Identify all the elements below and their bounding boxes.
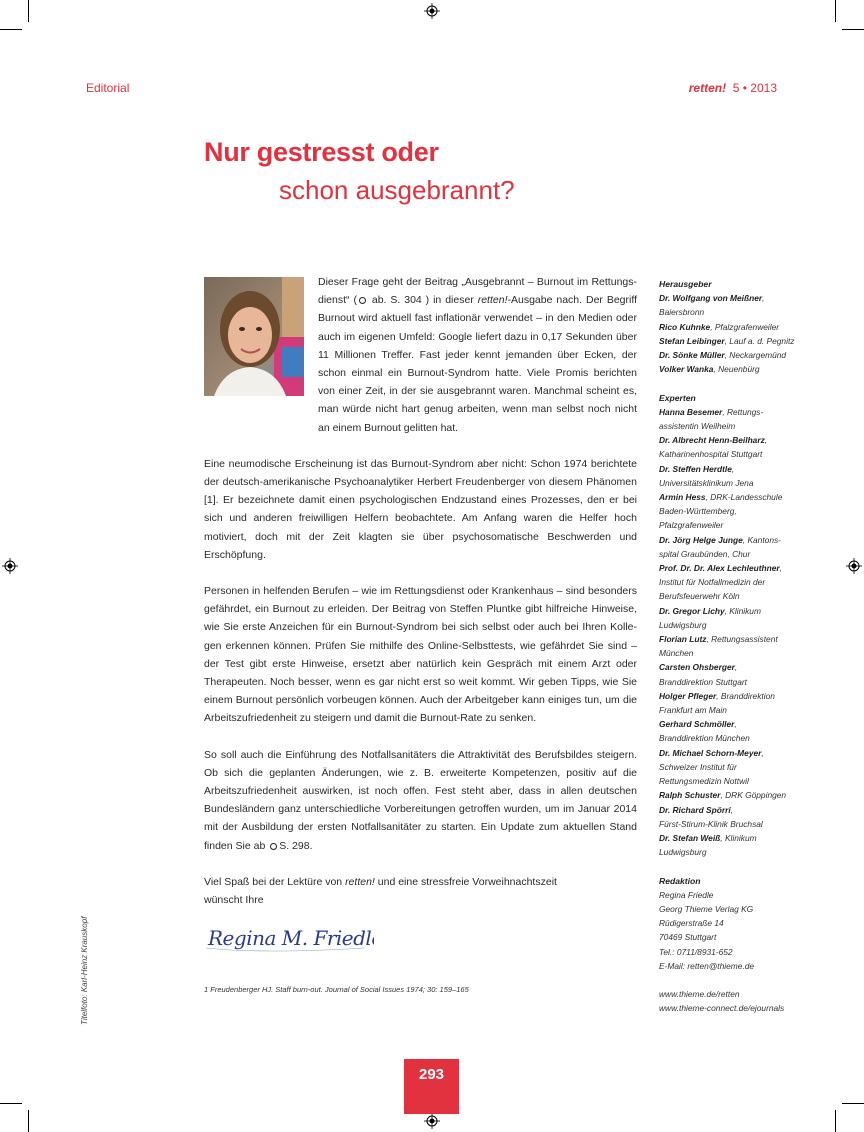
crop-mark [842,1103,864,1104]
person-name: Carsten Ohsberger [659,662,735,673]
photo-credit: Titelfoto: Karl-Heinz Krauskopf [80,916,89,1025]
person-name: Stefan Leibinger [659,335,725,346]
registration-mark-icon [2,558,18,574]
crop-mark [0,1103,22,1104]
masthead-line: Armin Hess, DRK-Landesschule [659,492,783,503]
masthead-line: Dr. Michael Schorn-Meyer, [659,747,764,758]
masthead-line: Dr. Steffen Herdtle, [659,463,735,474]
masthead-line: Gerhard Schmöller, [659,719,737,730]
closing-text: Viel Spaß bei der Lektüre von retten! und eine stressfreie Vorweihnachtszeit wünscht Ihre [204,875,557,907]
person-affiliation: Rettungs- [726,406,764,417]
person-name: Rico Kuhnke [659,321,711,332]
masthead-line [659,774,809,788]
masthead-line: Hanna Besemer, Rettungs- [659,406,764,417]
masthead-line [659,675,809,689]
crop-mark [0,29,22,30]
person-name: Dr. Steffen Herdtle [659,463,732,474]
crop-mark [28,1110,29,1132]
person-affiliation: Rettungsmedizin Nottwil [659,776,749,787]
person-name: Dr. Stefan Weiß [659,832,721,843]
redaktion-line: Rüdigerstraße 14 [659,918,724,929]
masthead-line [659,589,809,603]
masthead-line [659,504,809,518]
person-name: Holger Pfleger [659,690,717,701]
footnote: 1 Freudenberger HJ. Staff burn-out. Journal of Social Issues 1974; 30: 159–165 [204,985,469,994]
editorial-body [204,273,637,927]
person-affiliation: Ludwigsburg [659,619,707,630]
masthead-line [659,618,809,632]
masthead-line: Ralph Schuster, DRK Göppingen [659,790,787,801]
page-reference-arrow-icon [359,297,366,304]
person-affiliation: Pfalzgrafenweiler [714,321,780,332]
person-name: Dr. Wolfgang von Meißner [659,293,763,304]
person-affiliation: München [659,648,694,659]
herausgeber-list [659,291,809,376]
crop-mark [28,0,29,22]
issue-label [689,81,777,95]
masthead-line: Dr. Wolfgang von Meißner, [659,293,765,304]
masthead-line [659,305,809,319]
person-name: Dr. Richard Spörri [659,804,731,815]
crop-mark [842,29,864,30]
masthead-line: Dr. Sönke Müller, Neckargemünd [659,350,787,361]
masthead-line [659,518,809,532]
redaktion-line: Georg Thieme Verlag KG [659,903,754,914]
person-affiliation: Klinikum [724,832,757,843]
person-name: Dr. Michael Schorn-Meyer [659,747,762,758]
redaktion-heading: Redaktion [659,875,701,886]
redaktion-line: Tel.: 0711/8931-652 [659,946,733,957]
person-name: Ralph Schuster [659,790,721,801]
person-affiliation: Kantons- [747,534,781,545]
person-affiliation: Fürst-Stirum-Klinik Bruchsal [659,818,763,829]
masthead-line: Volker Wanka, Neuenbürg [659,364,760,375]
registration-mark-icon [846,558,862,574]
person-affiliation: Baiersbronn [659,307,705,318]
registration-mark-icon [424,3,440,19]
person-affiliation: Schweizer Institut für [659,761,737,772]
title-line-1: Nur gestresst oder [204,137,439,167]
person-affiliation: Lauf a. d. Pegnitz [729,335,795,346]
page-number-box [404,1059,459,1114]
masthead-line: Dr. Richard Spörri, [659,804,733,815]
redaktion-line: 70469 Stuttgart [659,932,717,943]
masthead-line [659,845,809,859]
person-affiliation: assistentin Weilheim [659,421,736,432]
person-affiliation: Universitätsklinikum Jena [659,477,754,488]
person-affiliation: DRK Göppingen [725,790,787,801]
masthead-line: Dr. Jörg Helge Junge, Kantons- [659,534,781,545]
person-name: Dr. Sönke Müller [659,350,725,361]
person-name: Prof. Dr. Dr. Alex Lechleuthner [659,563,780,574]
masthead-line: Prof. Dr. Dr. Alex Lechleuthner, [659,563,783,574]
person-name: Hanna Besemer [659,406,723,417]
person-affiliation: DRK-Landesschule [710,492,783,503]
person-affiliation: Branddirektion [720,690,775,701]
person-name: Florian Lutz [659,634,707,645]
masthead-line [659,419,809,433]
person-name: Armin Hess [659,492,706,503]
masthead-line [659,817,809,831]
person-affiliation: spital Graubünden, Chur [659,548,751,559]
masthead-line [659,646,809,660]
crop-mark [835,0,836,22]
page-reference-arrow-icon [270,843,277,850]
person-affiliation: Katharinenhospital Stuttgart [659,449,763,460]
masthead-line: Dr. Gregor Lichy, Klinikum [659,605,761,616]
person-name: Volker Wanka [659,364,714,375]
links-list [659,987,809,1015]
herausgeber-heading: Herausgeber [659,279,712,289]
person-name: Gerhard Schmöller [659,719,735,730]
masthead-line: Stefan Leibinger, Lauf a. d. Pegnitz [659,335,795,346]
masthead-line: Carsten Ohsberger, [659,662,738,673]
issue-number: 5 • 2013 [732,81,777,95]
person-affiliation: Klinikum [729,605,761,616]
paragraph-3: Personen in helfenden Berufen – wie im Rettungsdienst oder Krankenhaus – sind besonders gefährdet, ein Burnout zu erleiden. Der Beitrag von Steffen Pluntke gibt hilfreiche Hinweise, wie Sie erste Anzeichen für ein Burnout-Syndrom bei sich selbst oder auch bei Ihren Kollegen erkennen können. Prüfen Sie mithilfe des Online-Selbsttests, wie gefährdet Sie sind – der Test gibt erste Hinweise, ersetzt aber natürlich kein Gespräch mit einem Arzt oder Therapeuten. Noch besser, wenn es gar nicht erst so weit kommt. Wir geben Tipps, wie Sie einem Burnout persönlich vorbeugen können. Auch der Arbeitgeber kann einiges tun, um die Arbeitszufriedenheit zu steigern und damit die Burnout-Rate zu senken. [204,585,637,725]
masthead-line [659,703,809,717]
title-line-2: schon ausgebrannt? [279,175,515,205]
website-link: www.thieme-connect.de/ejournals [659,1003,785,1014]
website-link: www.thieme.de/retten [659,989,740,1000]
person-name: Dr. Albrecht Henn-Beilharz [659,435,765,446]
experten-heading: Experten [659,392,696,403]
redaktion-list [659,888,809,973]
person-affiliation: Berufsfeuerwehr Köln [659,591,740,602]
masthead-line [659,575,809,589]
paragraph-4: So soll auch die Einführung des Notfallsanitäters die Attraktivität des Berufsbildes steigern. Ob sich die geplanten Änderungen, wie z. B. erweiterte Kompetenzen, positiv auf die Arbeitszufriedenheit auswirken, ist noch offen. Fest steht aber, dass in allen deutschen Bundesländern ganz unterschiedliche Vorbereitungen getroffen wurden, um im Januar 2014 mit der Ausbildung der ersten Notfallsanitäter zu starten. Ein Update zum aktuellen Stand finden Sie ab S. 298. [204,748,637,852]
masthead-line [659,760,809,774]
masthead-line: Dr. Stefan Weiß, Klinikum [659,832,757,843]
svg-text:Regina M. Friedle: Regina M. Friedle [208,926,374,950]
paragraph-2: Eine neumodische Erscheinung ist das Burnout-Syndrom aber nicht: Schon 1974 berichtete der deutsch-amerikanische Psychoanalytiker Herbert Freudenberger von diesem Phänomen [1]. Er bezeichnete damit einen psychologischen Endzustand eines Prozesses, den er bei sich und anderen freiwilligen Helfern beobachtete. Am Anfang waren die Helfer hoch motiviert, doch mit der Zeit klagten sie über psychosomatische Beschwerden und Erschöpfung. [204,457,637,561]
person-name: Dr. Jörg Helge Junge [659,534,743,545]
registration-mark-icon [424,1113,440,1129]
person-affiliation: Baden-Württemberg, [659,506,737,517]
masthead-line [659,731,809,745]
page-number: 293 [418,1066,445,1083]
person-affiliation: Branddirektion München [659,733,750,744]
person-name: Dr. Gregor Lichy [659,605,725,616]
person-affiliation: Branddirektion Stuttgart [659,676,747,687]
masthead-line [659,476,809,490]
magazine-name: retten! [688,81,727,95]
signature [204,918,374,958]
paragraph-1: Dieser Frage geht der Beitrag „Ausgebrannt – Burnout im Rettungsdienst“ ( ab. S. 304 ) in dieser retten!-Ausgabe nach. Der Begriff Burnout wird aktuell fast inflationär verwendet – in den Medien oder auch im eigenen Umfeld: Google liefert dazu in 0,17 Sekunden über 11 Millionen Treffer. Fast jeder kennt jemanden über Ecken, der schon einmal ein Burnout-Syndrom hatte. Viele Promis berichten von einer Zeit, in der sie ausgebrannt waren. Manchmal scheint es, man würde nicht hart genug arbeiten, wenn man selbst noch nicht an einem Burnout gelitten hat. [318,276,637,434]
person-affiliation: Neuenbürg [718,364,760,375]
person-affiliation: Rettungsassistent [711,634,778,645]
crop-mark [835,1110,836,1132]
masthead-line: Florian Lutz, Rettungsassistent [659,634,778,645]
masthead-line: Dr. Albrecht Henn-Beilharz, [659,435,768,446]
masthead-line [659,547,809,561]
person-affiliation: Ludwigsburg [659,847,707,858]
masthead-line [659,447,809,461]
redaktion-line: E-Mail: retten@thieme.de [659,960,755,971]
masthead-line: Rico Kuhnke, Pfalzgrafenweiler [659,321,780,332]
redaktion-line: Regina Friedle [659,889,714,900]
person-affiliation: Pfalzgrafenweiler [659,520,724,531]
person-affiliation: Frankfurt am Main [659,705,727,716]
person-affiliation: Institut für Notfallmedizin der [659,577,766,588]
person-affiliation: Neckargemünd [729,350,787,361]
experten-list [659,405,809,860]
section-label: Editorial [86,81,130,95]
masthead-line: Holger Pfleger, Branddirektion [659,690,775,701]
masthead-sidebar [659,277,809,1016]
